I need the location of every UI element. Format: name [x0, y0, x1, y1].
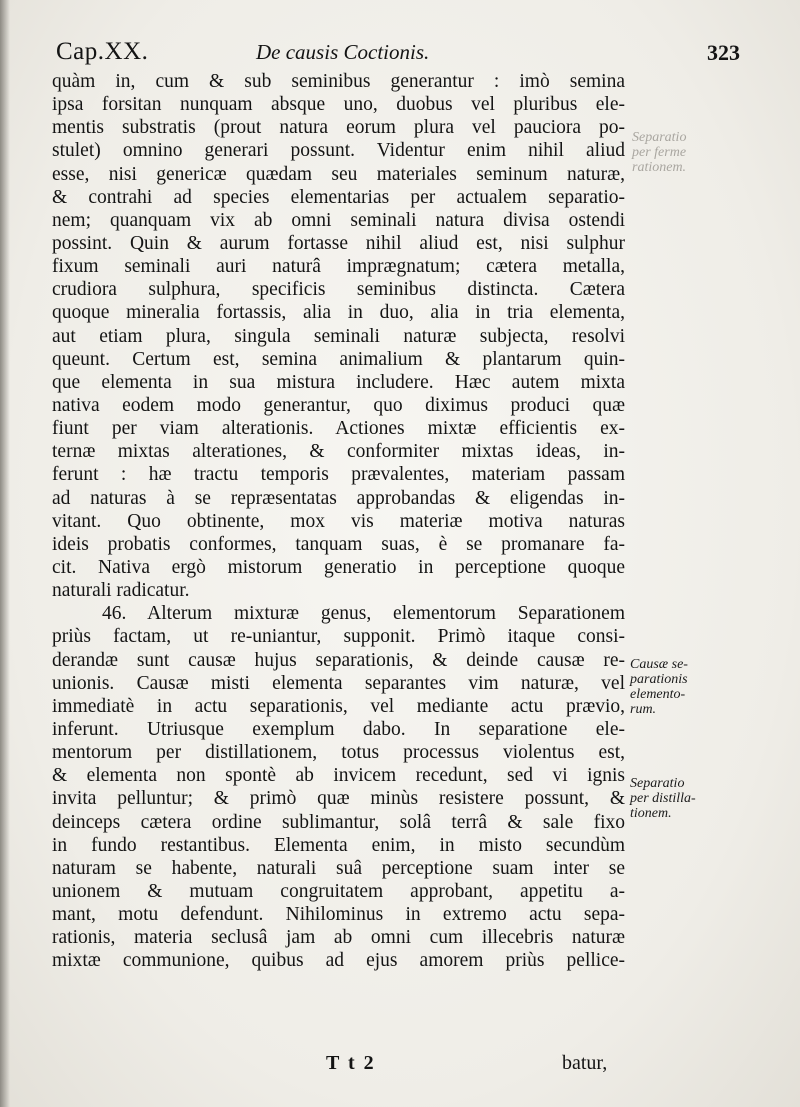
text-line: mentorum per distillationem, totus processus violentus est,	[52, 742, 625, 764]
text-line: ipsa forsitan nunquam absque uno, duobus vel pluribus ele-	[52, 94, 625, 116]
paragraph-46-start: 46. Alterum mixturæ genus, elementorum Separationem	[102, 603, 625, 625]
text-line: derandæ sunt causæ hujus separationis, & deinde causæ re-	[52, 649, 625, 671]
text-line: cit. Nativa ergò mistorum generatio in perceptione quoque	[52, 556, 625, 578]
body-text	[52, 70, 625, 972]
margin-note-line: Separatio	[630, 776, 685, 791]
margin-note-line: Causæ se-	[630, 657, 688, 672]
text-line: unionem & mutuam congruitatem approbant, appetitu a-	[52, 880, 625, 902]
catchword: batur,	[562, 1052, 608, 1074]
text-line: mentis substratis (prout natura eorum plura vel pauciora po-	[52, 117, 625, 139]
text-line: ferunt : hæ tractu temporis prævalentes, materiam passam	[52, 464, 625, 486]
running-title: De causis Coctionis.	[256, 40, 430, 64]
text-line: immediatè in actu separationis, vel mediante actu prævio,	[52, 695, 625, 717]
page-edge-shadow	[0, 0, 10, 1107]
text-line: queunt. Certum est, semina animalium & plantarum quin-	[52, 348, 625, 370]
text-line: nativa eodem modo generantur, quo diximus produci quæ	[52, 394, 625, 416]
margin-note-line: tionem.	[630, 806, 672, 821]
text-line: ternæ mixtas alterationes, & conformiter mixtas ideas, in-	[52, 441, 625, 463]
paragraph-end-line: naturali radicatur.	[52, 580, 190, 602]
text-line: mixtæ communione, quibus ad ejus amorem priùs pellice-	[52, 950, 625, 972]
text-line: in fundo restantibus. Elementa enim, in misto secundùm	[52, 834, 625, 856]
margin-note-line: parationis	[630, 672, 688, 687]
margin-note-faded	[632, 130, 722, 175]
margin-note-line: Separatio	[632, 130, 687, 145]
page-footer	[52, 1052, 608, 1078]
text-line: crudiora sulphura, specificis seminibus distincta. Cætera	[52, 279, 625, 301]
margin-note-line: rationem.	[632, 160, 687, 175]
text-line: rationis, materia seclusâ jam ab omni cum illecebris naturæ	[52, 927, 625, 949]
text-line: unionis. Causæ misti elementa separantes vim naturæ, vel	[52, 672, 625, 694]
text-line: ideis probatis conformes, tanquam suas, è se promanare fa-	[52, 533, 625, 555]
text-line: quàm in, cum & sub seminibus generantur : imò semina	[52, 71, 625, 92]
text-line: esse, nisi genericæ quædam seu materiales seminum naturæ,	[52, 163, 625, 185]
text-line: possint. Quin & aurum fortasse nihil aliud est, nisi sulphur	[52, 232, 625, 254]
text-line: fiunt per viam alterationis. Actiones mixtæ efficientis ex-	[52, 418, 625, 440]
margin-note-causae	[630, 657, 720, 717]
margin-note-line: per ferme	[632, 145, 687, 160]
margin-note-line: elemento-	[630, 687, 686, 702]
text-line: priùs factam, ut re-uniantur, supponit. Primò itaque consi-	[52, 626, 625, 648]
text-line: quoque mineralia fortassis, alia in duo, alia in tria elementa,	[52, 302, 625, 324]
text-line: & contrahi ad species elementarias per actualem separatio-	[52, 186, 625, 208]
text-line: invita pelluntur; & primò quæ minùs resistere possunt, &	[52, 788, 625, 810]
margin-note-separatio	[630, 776, 720, 821]
text-line: aut etiam plura, singula seminali naturæ subjecta, resolvi	[52, 325, 625, 347]
text-line: que elementa in sua mistura includere. Hæc autem mixta	[52, 371, 625, 393]
signature-mark: T t 2	[326, 1052, 376, 1074]
text-line: mant, motu defendunt. Nihilominus in extremo actu sepa-	[52, 904, 625, 926]
text-line: inferunt. Utriusque exemplum dabo. In separatione ele-	[52, 718, 625, 740]
text-line: ad naturas à se repræsentatas approbandas & eligendas in-	[52, 487, 625, 509]
text-line: deinceps cætera ordine sublimantur, solâ terrâ & sale fixo	[52, 811, 625, 833]
text-line: fixum seminali auri naturâ imprægnatum; cætera metalla,	[52, 256, 625, 278]
chapter-label: Cap.XX.	[56, 38, 149, 65]
text-line: & elementa non spontè ab invicem recedunt, sed vi ignis	[52, 765, 625, 787]
text-line: stulet) omnino generari possunt. Videntur enim nihil aliud	[52, 140, 625, 162]
page-number: 323	[707, 40, 740, 65]
running-head	[56, 38, 756, 72]
margin-note-line: per distilla-	[630, 791, 696, 806]
text-line: naturam se habente, naturali suâ perceptione suam inter se	[52, 857, 625, 879]
text-line: nem; quanquam vix ab omni seminali natura divisa ostendi	[52, 209, 625, 231]
margin-note-line: rum.	[630, 702, 657, 717]
text-line: vitant. Quo obtinente, mox vis materiæ motiva naturas	[52, 510, 625, 532]
